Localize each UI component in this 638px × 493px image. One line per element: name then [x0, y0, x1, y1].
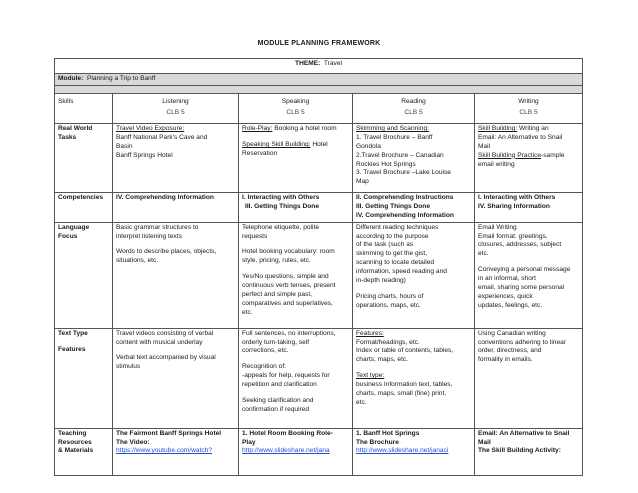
text-line: -appeals for help, requests for — [242, 372, 330, 380]
slideshare-brochure-link[interactable]: http://www.slideshare.net/janaci — [356, 447, 449, 455]
module-framework-table — [54, 58, 583, 476]
text-line: continuous verb tenses, present — [242, 282, 336, 290]
text-line: 3. Travel Brochure –Lake Louise — [356, 169, 451, 177]
resources-reading — [353, 428, 475, 475]
text-type-heading: Text type: — [356, 372, 385, 380]
label-real-world-tasks — [55, 124, 113, 193]
header-writing — [475, 94, 583, 124]
row-competencies — [55, 193, 583, 223]
text-line: charts, maps, small (fine) print, — [356, 390, 447, 398]
writing-practice-title: Skill Building Practice — [478, 151, 542, 159]
text-line: The Video: — [116, 438, 150, 446]
text-line: skimming to get the gist, — [356, 250, 428, 258]
module-cell — [55, 74, 583, 86]
text-line: Index or table of contents, tables, — [356, 347, 454, 355]
text-line: experiences, quick — [478, 292, 533, 300]
text-line: etc. — [478, 250, 489, 258]
page-title: MODULE PLANNING FRAMEWORK — [257, 40, 381, 47]
theme-value: Travel — [323, 60, 342, 67]
row-language-focus — [55, 222, 583, 328]
text-line: style, pricing, rules, etc. — [242, 257, 311, 265]
label-line: Teaching — [58, 429, 87, 437]
text-line: Basic grammar structures to — [116, 223, 199, 231]
text-line: Email Writing — [478, 223, 517, 231]
text-span: Hotel — [310, 140, 328, 148]
text-line: 1. Travel Brochure – Banff — [356, 133, 433, 141]
text-line: Basin — [116, 142, 133, 150]
text-line: repetition and clarification — [242, 381, 317, 389]
text-line: Pricing charts, hours of — [356, 292, 424, 300]
header-reading-name: Reading — [401, 98, 426, 105]
header-speaking-name: Speaking — [281, 98, 310, 105]
speaking-task-title: Role-Play: — [242, 125, 273, 132]
text-line: IV. Comprehending Information — [356, 211, 454, 219]
tasks-reading — [353, 124, 475, 193]
text-line: The Brochure — [356, 438, 399, 446]
text-line: Email: An Alternative to Snail — [478, 133, 563, 141]
text-line: Seeking clarification and — [242, 397, 314, 405]
text-line: situations, etc. — [116, 257, 159, 265]
text-line: formality in emails. — [478, 356, 533, 364]
label-text-type — [55, 328, 113, 428]
text-line: Banff National Park's Cave and — [116, 133, 208, 141]
text-line: email, sharing some personal — [478, 284, 565, 292]
slideshare-roleplay-link[interactable]: http://www.slideshare.net/jana — [242, 447, 330, 455]
label-language-focus — [55, 222, 113, 328]
text-line: III. Getting Things Done — [245, 202, 319, 210]
language-listening — [113, 222, 239, 328]
tasks-listening — [113, 124, 239, 193]
text-line: The Fairmont Banff Springs Hotel — [116, 429, 222, 437]
text-line: Yes/No questions, simple and — [242, 273, 329, 281]
text-line: 1. Banff Hot Springs — [356, 429, 420, 437]
text-line: Banff Springs Hotel — [116, 151, 173, 159]
text-line: conventions adhering to linear — [478, 338, 566, 346]
text-line: according to the purpose — [356, 232, 429, 240]
label-line: Tasks — [58, 133, 77, 141]
text-line: interpret listening texts — [116, 232, 182, 240]
text-line: Full sentences, no interruptions, — [242, 329, 336, 337]
text-line: Reservation — [242, 149, 278, 157]
text-line: Using Canadian writing — [478, 329, 546, 337]
language-reading — [353, 222, 475, 328]
speaking-skill-title: Speaking Skill Building: — [242, 140, 311, 148]
text-line: Play — [242, 438, 256, 446]
texttype-listening — [113, 328, 239, 428]
header-reading-clb: CLB 5 — [404, 108, 423, 116]
text-line: Mail — [478, 142, 491, 150]
text-line: II. Comprehending Instructions — [356, 194, 454, 201]
row-text-type — [55, 328, 583, 428]
text-line: III. Getting Things Done — [356, 202, 430, 210]
resources-speaking — [239, 428, 353, 475]
header-listening-clb: CLB 5 — [166, 108, 185, 116]
text-line: The Skill Building Activity: — [478, 447, 561, 455]
text-span: -sample — [541, 151, 565, 159]
reading-task-title: Skimming and Scanning: — [356, 125, 429, 132]
text-line: in-depth reading) — [356, 277, 406, 285]
text-line: etc. — [356, 398, 367, 406]
header-listening-name: Listening — [162, 98, 189, 105]
text-line: information, speed reading and — [356, 268, 447, 276]
text-line: Map — [356, 178, 369, 186]
theme-label: THEME: — [295, 60, 321, 67]
tasks-writing — [475, 124, 583, 193]
header-reading — [353, 94, 475, 124]
text-line: updates, feelings, etc. — [478, 301, 543, 309]
text-line: Telephone etiquette, polite — [242, 223, 319, 231]
text-line: requests — [242, 232, 268, 240]
competencies-reading — [353, 193, 475, 223]
text-line: Email: An Alternative to Snail — [478, 429, 570, 437]
text-line: IV. Sharing Information — [478, 202, 550, 210]
theme-cell — [55, 59, 583, 74]
text-line: business Information text, tables, — [356, 381, 453, 389]
text-line: Different reading techniques — [356, 223, 439, 231]
text-line: of the task (such as — [356, 241, 414, 249]
text-line: content with musical underlay — [116, 338, 203, 346]
text-line: Conveying a personal message — [478, 266, 571, 274]
module-row — [55, 74, 583, 86]
text-line: in an informal, short — [478, 275, 536, 283]
text-line: etc. — [242, 308, 253, 316]
text-line: Format/headings, etc. — [356, 338, 420, 346]
text-span: Writing an — [517, 125, 549, 132]
module-value: Planning a Trip to Banff — [86, 75, 156, 82]
label-line: Real World — [58, 125, 93, 132]
texttype-speaking — [239, 328, 353, 428]
text-span: Booking a hotel room — [272, 125, 337, 132]
text-line: 2.Travel Brochure – Canadian — [356, 151, 444, 159]
text-line: Travel videos consisting of verbal — [116, 329, 214, 337]
text-line: operations, maps, etc. — [356, 301, 421, 309]
text-line: Recognition of: — [242, 363, 286, 371]
label-line: Language — [58, 223, 90, 231]
text-line: closures, addresses, subject — [478, 241, 562, 249]
text-line: Gondola — [356, 142, 381, 150]
texttype-writing — [475, 328, 583, 428]
theme-row — [55, 59, 583, 74]
texttype-reading — [353, 328, 475, 428]
label-line: Features — [58, 345, 86, 353]
language-speaking — [239, 222, 353, 328]
text-line: I. Interacting with Others — [242, 194, 320, 201]
competencies-writing — [475, 193, 583, 223]
label-competencies: Competencies — [55, 193, 113, 223]
resources-listening — [113, 428, 239, 475]
header-skills-label: Skills — [58, 98, 74, 105]
header-skills — [55, 94, 113, 124]
text-line: scanning to locate detailed — [356, 259, 435, 267]
text-line: Email format: greetings, — [478, 232, 548, 240]
module-label: Module: — [58, 75, 84, 82]
text-line: Hotel booking vocabulary: room — [242, 248, 335, 256]
label-line: Focus — [58, 232, 78, 240]
listening-task-title: Travel Video Exposure: — [116, 125, 185, 132]
header-writing-name: Writing — [518, 98, 539, 105]
text-line: stimulus — [116, 363, 141, 371]
spacer-row — [55, 86, 583, 94]
language-writing — [475, 222, 583, 328]
text-line: 1. Hotel Room Booking Role- — [242, 429, 333, 437]
header-listening — [113, 94, 239, 124]
row-real-world-tasks — [55, 124, 583, 193]
text-line: email writing — [478, 160, 515, 168]
competencies-listening: IV. Comprehending Information — [113, 193, 239, 223]
text-line: order, directness, and — [478, 347, 542, 355]
label-line: Resources — [58, 438, 92, 446]
text-line: Rockies Hot Springs — [356, 160, 416, 168]
resources-writing — [475, 428, 583, 475]
text-line: orderly turn-taking, self — [242, 338, 310, 346]
header-writing-clb: CLB 5 — [519, 108, 538, 116]
text-line: comparatives and superlatives, — [242, 299, 333, 307]
text-line: Verbal text accompanied by visual — [116, 354, 216, 362]
row-teaching-resources — [55, 428, 583, 475]
label-line: & Materials — [58, 447, 94, 455]
competencies-speaking — [239, 193, 353, 223]
text-line: Mail — [478, 438, 491, 446]
header-row — [55, 94, 583, 124]
header-speaking — [239, 94, 353, 124]
spacer-cell — [55, 86, 583, 94]
text-line: charts, maps, etc. — [356, 356, 409, 364]
tasks-speaking — [239, 124, 353, 193]
youtube-video-link[interactable]: https://www.youtube.com/watch? — [116, 447, 213, 455]
text-line: confirmation if required — [242, 405, 310, 413]
header-speaking-clb: CLB 5 — [286, 108, 305, 116]
text-line: perfect and simple past, — [242, 291, 313, 299]
text-line: Words to describe places, objects, — [116, 248, 217, 256]
text-line: I. Interacting with Others — [478, 194, 556, 201]
label-teaching-resources — [55, 428, 113, 475]
features-heading: Features: — [356, 329, 384, 337]
writing-skill-title: Skill Building: — [478, 125, 518, 132]
label-line: Text Type — [58, 329, 88, 337]
text-line: corrections, etc. — [242, 347, 289, 355]
